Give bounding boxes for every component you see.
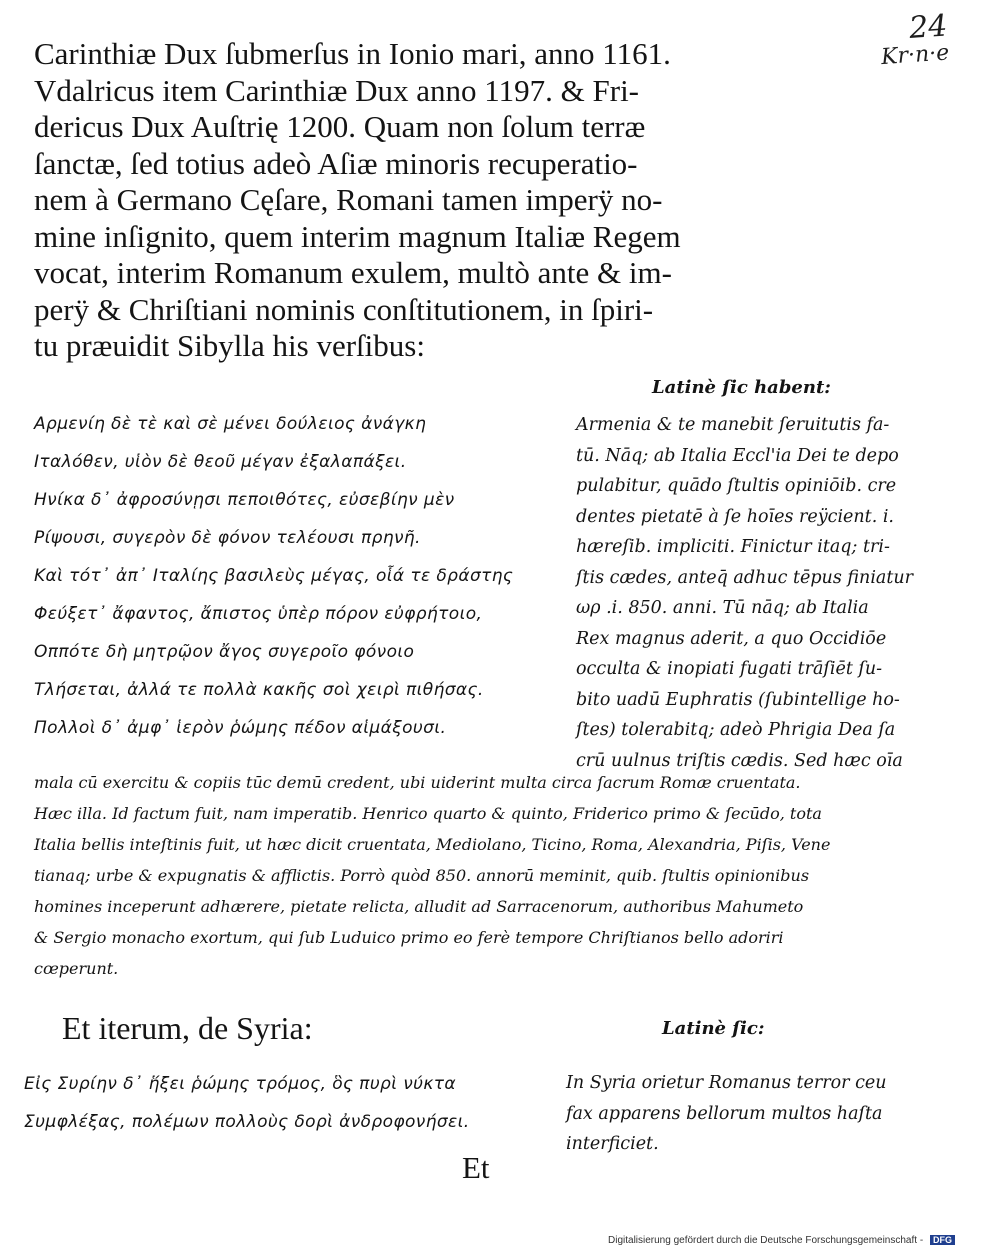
- greek-verse-line: Καὶ τότ᾽ ἀπ᾽ Ιταλίης βασιλεὺς μέγας, οἷά τε δράστης: [34, 566, 514, 586]
- digitization-footer: [608, 1235, 955, 1246]
- continuation-line: tianaq; urbe & expugnatis & afflictis. Porrò quòd 850. annorū meminit, quib. ſtultis opinionibus: [34, 866, 810, 885]
- latin-translation-column: [576, 410, 914, 776]
- latin-translation-line: fax apparens bellorum multos haſta: [566, 1103, 883, 1124]
- continuation-line: & Sergio monacho exortum, qui ſub Luduico primo eo ferè tempore Chriſtianos bello adoriri: [34, 928, 784, 947]
- catchword: Et: [462, 1150, 490, 1185]
- main-line: perÿ & Chriſtiani nominis conſtitutionem, in ſpiri-: [34, 291, 654, 327]
- section-heading-syria: Et iterum, de Syria:: [62, 1010, 313, 1046]
- main-line: dericus Dux Auſtrię 1200. Quam non ſolum terræ: [34, 109, 646, 144]
- continuation-line: Italia bellis inteſtinis fuit, ut hæc dicit cruentata, Mediolano, Ticino, Roma, Alexandria, Piſis, Vene: [34, 835, 831, 854]
- main-line: Vdalricus item Carinthiæ Dux anno 1197. & Fri-: [34, 72, 639, 108]
- greek-verse-line: Ρίψουσι, συγερὸν δὲ φόνον τελέουσι πρηνῆ.: [34, 528, 421, 548]
- greek-verse-line: Τλήσεται, ἀλλά τε πολλὰ κακῆς σοὶ χειρὶ πιθήσας.: [34, 680, 484, 700]
- main-line: tu præuidit Sibylla his verſibus:: [34, 328, 425, 363]
- latin-translation-line: pulabitur, quādo ſtultis opiniōib. cre: [576, 476, 897, 496]
- latin-translation-column-2: [566, 1068, 906, 1160]
- latin-translation-line: crū uulnus triſtis cædis. Sed hæc oīa: [576, 750, 903, 771]
- main-paragraph: [34, 36, 754, 365]
- handwritten-folio-number: 24: [907, 8, 949, 47]
- continuation-line: cœperunt.: [34, 959, 119, 978]
- handwritten-word: Kr·n·e: [880, 40, 951, 71]
- latin-heading-2: Latinè ſic:: [662, 1018, 765, 1039]
- main-line: Carinthiæ Dux ſubmerſus in Ionio mari, anno 1161.: [34, 36, 671, 71]
- continuation-line: mala cū exercitu & copiis tūc demū credent, ubi uiderint multa circa ſacrum Romæ cruentata.: [34, 773, 801, 792]
- latin-translation-line: Rex magnus aderit, a quo Occidiōe: [576, 628, 887, 649]
- latin-translation-line: occulta & inopiati fugati trāſiēt ſu-: [576, 659, 883, 679]
- continuation-line: Hæc illa. Id factum fuit, nam imperatib. Henrico quarto & quinto, Friderico primo & ſecūdo, tota: [34, 804, 822, 823]
- latin-translation-line: ſtes) tolerabitq; adeò Phrigia Dea ſa: [576, 720, 896, 740]
- latin-translation-line: tū. Nāq; ab Italia Eccl'ia Dei te depo: [576, 445, 899, 466]
- greek-verse-line: Ιταλόθεν, υἱὸν δὲ θεοῦ μέγαν ἐξαλαπάξει.: [34, 452, 407, 472]
- main-line: ſanctæ, ſed totius adeò Aſiæ minoris recuperatio-: [34, 145, 638, 181]
- handwritten-note: [878, 8, 999, 70]
- dfg-logo: DFG: [930, 1235, 955, 1245]
- main-line: vocat, interim Romanum exulem, multò ante & im-: [34, 255, 672, 290]
- main-line: mine inſignito, quem interim magnum Italiæ Regem: [34, 218, 681, 254]
- greek-verse-line: Ηνίκα δ᾽ ἀφροσύνῃσι πεποιθότες, εὐσεβίην μὲν: [34, 490, 455, 510]
- greek-verse-line: Οππότε δὴ μητρῷον ἄγος συγεροῖο φόνοιο: [34, 642, 415, 662]
- greek-verse-line: Πολλοὶ δ᾽ ἀμφ᾽ ἱερὸν ῥώμης πέδον αἱμάξουσι.: [34, 718, 447, 738]
- latin-translation-line: Armenia & te manebit ſeruitutis fa-: [576, 415, 890, 435]
- latin-translation-line: interficiet.: [566, 1134, 659, 1154]
- latin-translation-line: dentes pietatē à ſe hoīes reÿcient. i.: [576, 506, 894, 527]
- latin-translation-line: hæreſib. impliciti. Finictur itaq; tri-: [576, 537, 890, 557]
- latin-translation-line: ſtis cædes, anteq̄ adhuc tēpus finiatur: [576, 567, 914, 588]
- latin-translation-line: ωρ .i. 850. anni. Tū nāq; ab Italia: [576, 598, 869, 618]
- greek-verse-block: [34, 405, 574, 747]
- greek-verse-line: Φεύξετ᾽ ἄφαντος, ἄπιστος ὑπὲρ πόρον εὐφρήτοιο,: [34, 604, 483, 624]
- footer-text: Digitalisierung gefördert durch die Deutsche Forschungsgemeinschaft -: [608, 1235, 924, 1246]
- continuation-line: homines inceperunt adhærere, pietate relicta, alludit ad Sarracenorum, authoribus Mahumeto: [34, 897, 804, 916]
- greek-verse-line: Εἰς Συρίην δ᾽ ἥξει ῥώμης τρόμος, ὃς πυρὶ νύκτα: [24, 1074, 456, 1094]
- latin-translation-line: bito uadū Euphratis (ſubintellige ho-: [576, 689, 900, 710]
- greek-verse-block-2: [24, 1065, 544, 1141]
- continuation-paragraph: [34, 767, 914, 984]
- latin-translation-line: In Syria orietur Romanus terror ceu: [566, 1073, 887, 1093]
- greek-verse-line: Συμφλέξας, πολέμων πολλοὺς δορὶ ἀνδροφονήσει.: [24, 1112, 470, 1132]
- main-line: nem à Germano Cęſare, Romani tamen imperÿ no-: [34, 182, 663, 217]
- greek-verse-line: Αρμενίη δὲ τὲ καὶ σὲ μένει δούλειος ἀνάγκη: [34, 414, 427, 434]
- latin-heading-1: Latinè ſic habent:: [652, 377, 831, 398]
